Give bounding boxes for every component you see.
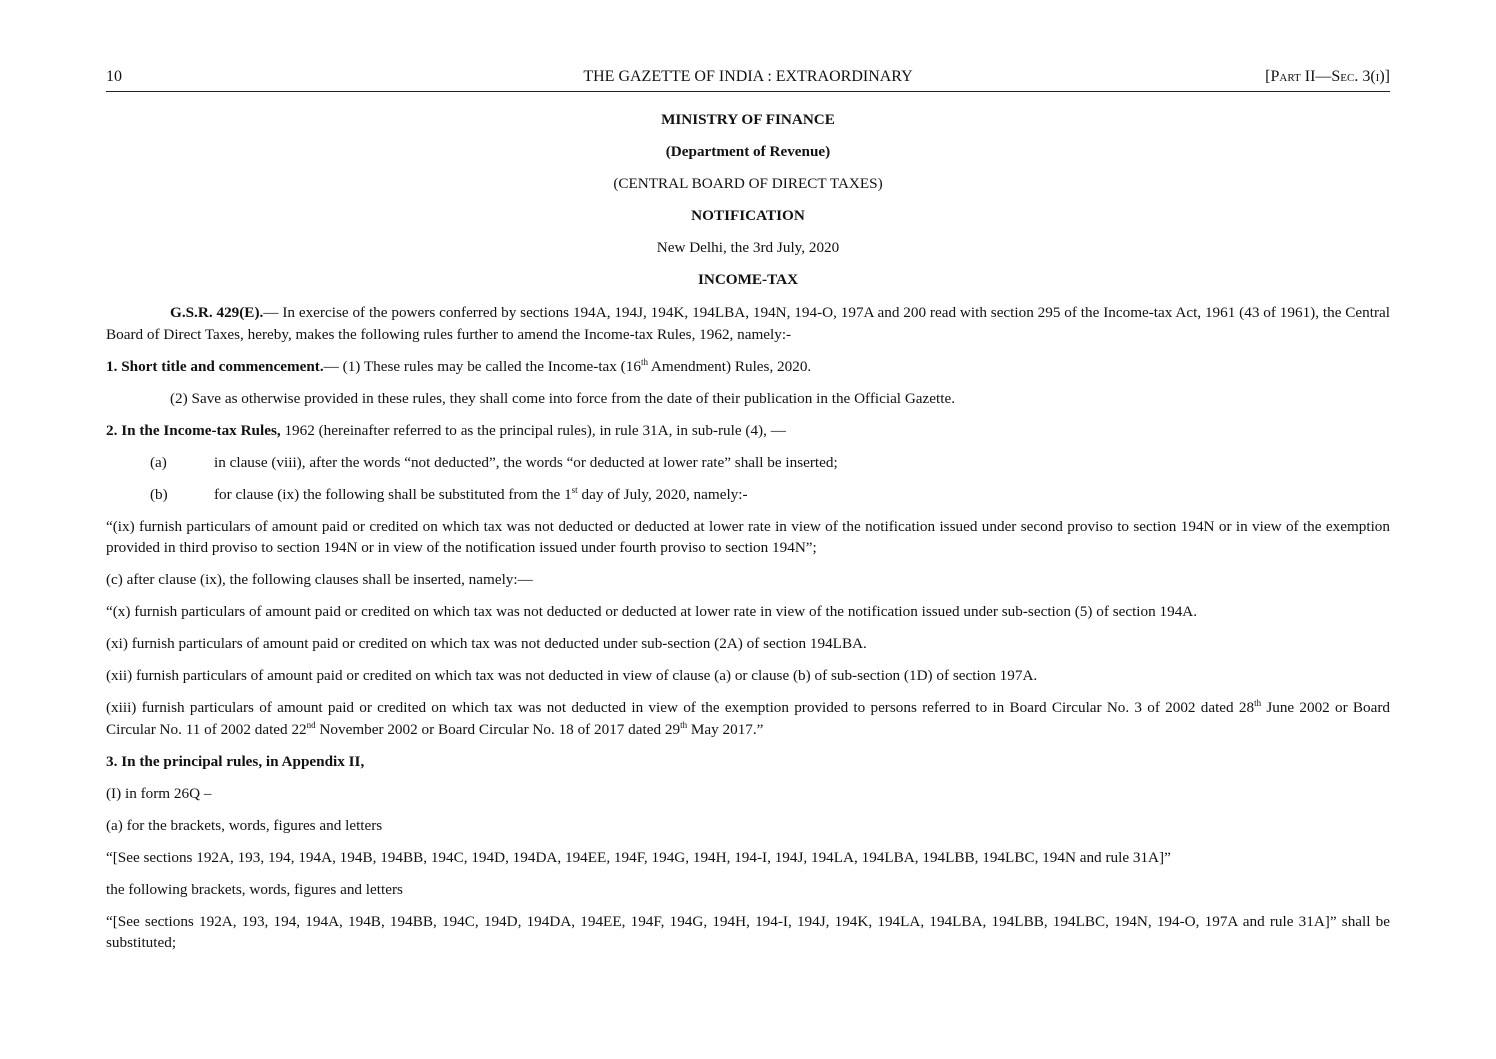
rule-2-item-c: (c) after clause (ix), the following clauses shall be inserted, namely:— (106, 571, 533, 588)
page-number: 10 (106, 68, 122, 85)
page-header (106, 67, 1390, 91)
rule-3-form-26q: (I) in form 26Q – (106, 784, 212, 802)
ministry-heading: MINISTRY OF FINANCE (661, 111, 835, 128)
part-section: [Part II—Sec. 3(i)] (1265, 68, 1390, 85)
rule-3-item-a: (a) for the brackets, words, figures and letters (106, 816, 383, 834)
clause-ix: “(ix) furnish particulars of amount paid or credited on which tax was not deducted or deducted at lower rate in view of the notification issued under second proviso to section 194N or in view of the exemption provided in third proviso to section 194N or in view of the notification issued under fourth proviso to section 194N”; (106, 517, 1390, 556)
rule-1-short-title: 1. Short title and commencement.— (1) These rules may be called the Income-tax (16th Amendment) Rules, 2020. (106, 356, 812, 375)
notification-heading: NOTIFICATION (691, 207, 805, 224)
board-heading: (CENTRAL BOARD OF DIRECT TAXES) (613, 175, 883, 192)
rule-1-subrule-2: (2) Save as otherwise provided in these rules, they shall come into force from the date of their publication in the Official Gazette. (170, 389, 955, 407)
clause-xiii: (xiii) furnish particulars of amount paid or credited on which tax was not deducted in view of the exemption provided to persons referred to in Board Circular No. 3 of 2002 dated 28th June 2002 or Board Circular No. 11 of 2002 dated 22nd November 2002 or Board Circular No. 18 of 2017 dated 29th May 2017.” (106, 698, 1390, 738)
rule-2-intro: 2. In the Income-tax Rules, 1962 (hereinafter referred to as the principal rules), in rule 31A, in sub-rule (4), — (106, 421, 786, 439)
rule-3-heading: 3. In the principal rules, in Appendix II, (106, 752, 365, 770)
old-section-list: “[See sections 192A, 193, 194, 194A, 194B, 194BB, 194C, 194D, 194DA, 194EE, 194F, 194G, 194H, 194-I, 194J, 194LA, 194LBA, 194LBB, 194LBC, 194N and rule 31A]” (106, 848, 1171, 866)
new-section-list: “[See sections 192A, 193, 194, 194A, 194B, 194BB, 194C, 194D, 194DA, 194EE, 194F, 194G, 194H, 194-I, 194J, 194K, 194LA, 194LBA, 194LBB, 194LBC, 194N, 194-O, 197A and rule 31A]” shall be substituted; (106, 912, 1390, 951)
clause-x: “(x) furnish particulars of amount paid or credited on which tax was not deducted or deducted at lower rate in view of the notification issued under sub-section (5) of section 194A. (106, 603, 1198, 620)
place-date: New Delhi, the 3rd July, 2020 (656, 239, 840, 256)
subject-heading: INCOME-TAX (697, 271, 799, 288)
rule-2-item-a: (a) in clause (viii), after the words “not deducted”, the words “or deducted at lower rate” shall be inserted; (150, 453, 838, 471)
rule-2-item-b: (b) for clause (ix) the following shall be substituted from the 1st day of July, 2020, namely:- (150, 484, 748, 503)
department-heading: (Department of Revenue) (665, 143, 831, 160)
gsr-paragraph: G.S.R. 429(E).— In exercise of the powers conferred by sections 194A, 194J, 194K, 194LBA, 194N, 194-O, 197A and 200 read with section 295 of the Income-tax Act, 1961 (43 of 1961), the Central Board of Direct Taxes, hereby, makes the following rules further to amend the Income-tax Rules, 1962, namely:- (106, 304, 1390, 343)
gazette-title: THE GAZETTE OF INDIA : EXTRAORDINARY (583, 68, 913, 85)
rule-3-following: the following brackets, words, figures and letters (106, 880, 403, 898)
document-body (106, 110, 1390, 964)
clause-xii: (xii) furnish particulars of amount paid or credited on which tax was not deducted in view of clause (a) or clause (b) of sub-section (1D) of section 197A. (106, 667, 1038, 684)
header-rule (106, 91, 1390, 92)
gazette-page (106, 0, 1390, 1059)
clause-xi: (xi) furnish particulars of amount paid or credited on which tax was not deducted under sub-section (2A) of section 194LBA. (106, 635, 867, 652)
